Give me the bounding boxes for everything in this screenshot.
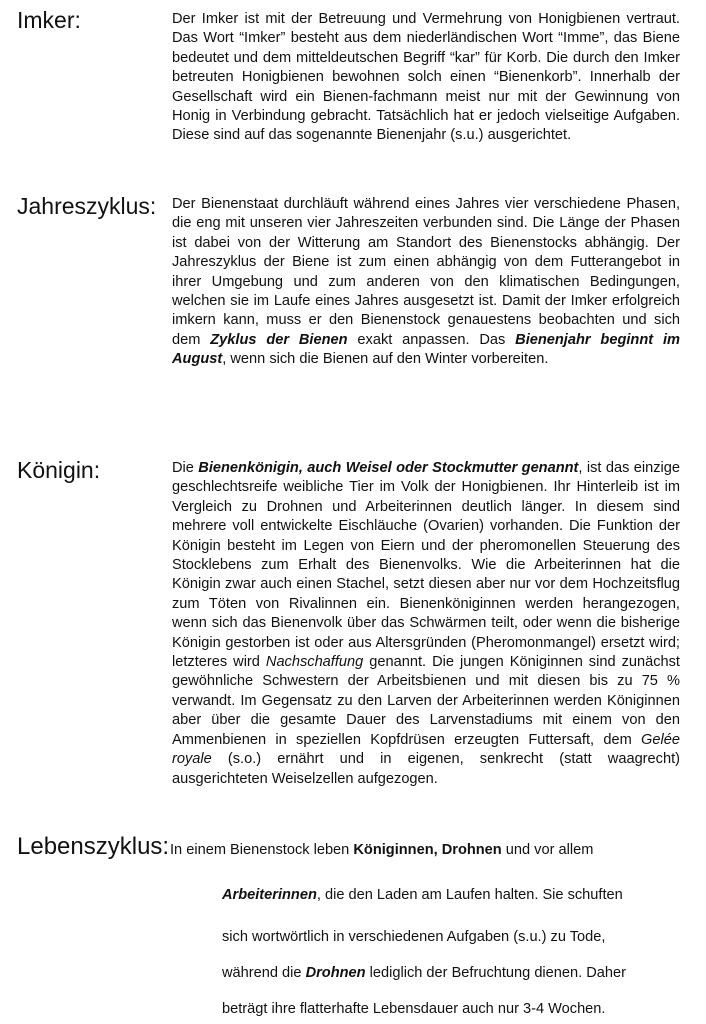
text-segment: und vor allem <box>501 842 594 858</box>
emphasis-bienenkoenigin: Bienenkönigin, auch Weisel oder Stockmutter genannt <box>198 460 579 476</box>
text-segment: Der Bienenstaat durchläuft während eines Jahres vier verschiedene Phasen, die eng mit unseren vier Jahreszeiten verbunden sind. Die Länge der Phasen ist dabei von der Witterung am Standort des Bienenstocks abhängig. Der Jahreszyklus der Biene ist zum einen abhängig von dem Futterangebot in ihrer Umgebung und zum anderen von den klimatischen Bedingungen, welchen sie im Laufe eines Jahres ausgesetzt ist. Damit der Imker erfolgreich imkern kann, muss er den Bienenstock genauestens beobachten und sich dem <box>172 196 680 348</box>
text-segment: (s.o.) ernährt und in eigenen, senkrecht (statt waagrecht) ausgerichteten Weiselzellen aufgezogen. <box>172 751 680 787</box>
text-segment: In einem Bienenstock leben <box>170 842 354 858</box>
text-segment: lediglich der Befruchtung dienen. Daher <box>365 965 626 981</box>
text-segment: , ist das einzige geschlechtsreife weibliche Tier im Volk der Honigbienen. Ihr Hinterleib ist im Vergleich zu Drohnen und Arbeiterinnen deutlich länger. In diesem sind mehrere voll entwickelte Eischläuche (Ovarien) vorhanden. Die Funktion der Königin besteht im Legen von Eiern und der pheromonellen Steuerung des Stocklebens zum Erhalt des Bienenvolks. Wie die Arbeiterinnen hat die Königin zwar auch einen Stachel, setzt diesen aber nur vor dem Hochzeitsflug zum Töten von Rivalinnen ein. Bienenköniginnen werden herangezogen, wenn sich das Bienenvolk über das Schwärmen teilt, oder wenn die bisherige Königin gestorben ist oder aus Altersgründen (Pheromonmangel) ersetzt wird; letzteres wird <box>172 460 681 671</box>
paragraph-imker: Der Imker ist mit der Betreuung und Vermehrung von Honigbienen vertraut. Das Wort “Imker” besteht aus dem niederländischen Wort “Imme”, das Biene bedeutet und dem mitteldeutschen Begriff “kar” für Korb. Die durch den Imker betreuten Honigbienen bewohnen solch einen “Bienenkorb”. Innerhalb der Gesellschaft wird ein Bienen-fachmann meist nur mit der Gewinnung von Honig in Verbindung gebracht. Tatsächlich hat er jedoch vielseitige Aufgaben. Diese sind auf das sogenannte Bienenjahr (s.u.) ausgerichtet. <box>172 11 680 144</box>
lebenszyklus-line-1 <box>170 841 593 860</box>
text-segment: exakt anpassen. Das <box>347 331 516 348</box>
lebenszyklus-line-5: beträgt ihre flatterhafte Lebensdauer auch nur 3-4 Wochen. <box>222 1001 606 1017</box>
bold-koeniginnen-drohnen: Königinnen, Drohnen <box>353 842 502 858</box>
text-segment: genannt. Die jungen Königinnen sind zunächst gewöhnliche Schwestern der Arbeitsbienen und mit diesen bis zu 75 % verwandt. Im Gegensatz zu den Larven der Arbeiterinnen werden Königinnen aber über die gesamte Dauer des Larvenstadiums mit einem von den Ammenbienen in speziellen Kopfdrüsen erzeugten Futtersaft, dem <box>172 654 680 748</box>
term-imker: Imker: <box>17 7 81 33</box>
lebenszyklus-line-4 <box>222 964 626 983</box>
emphasis-bienenjahr: Bienenjahr beginnt im August <box>172 331 680 368</box>
bold-drohnen: Drohnen <box>305 965 366 981</box>
lebenszyklus-line-2 <box>222 886 623 905</box>
paragraph-jahreszyklus <box>172 195 680 370</box>
emphasis-zyklus: Zyklus der Bienen <box>210 331 348 348</box>
bold-arbeiterinnen: Arbeiterinnen <box>222 887 317 903</box>
text-segment: während die <box>222 965 306 981</box>
term-koenigin: Königin: <box>17 457 101 483</box>
text-segment: Die <box>172 460 199 476</box>
paragraph-koenigin <box>172 459 680 789</box>
lebenszyklus-line-3: sich wortwörtlich in verschiedenen Aufgaben (s.u.) zu Tode, <box>222 929 606 945</box>
text-segment: , wenn sich die Bienen auf den Winter vorbereiten. <box>222 351 549 368</box>
term-lebenszyklus: Lebenszyklus: <box>17 833 170 860</box>
text-segment: , die den Laden am Laufen halten. Sie schuften <box>316 887 623 903</box>
italic-gelee-royale: Gelée royale <box>172 731 680 768</box>
term-jahreszyklus: Jahreszyklus: <box>17 193 157 219</box>
italic-nachschaffung: Nachschaffung <box>265 654 364 671</box>
